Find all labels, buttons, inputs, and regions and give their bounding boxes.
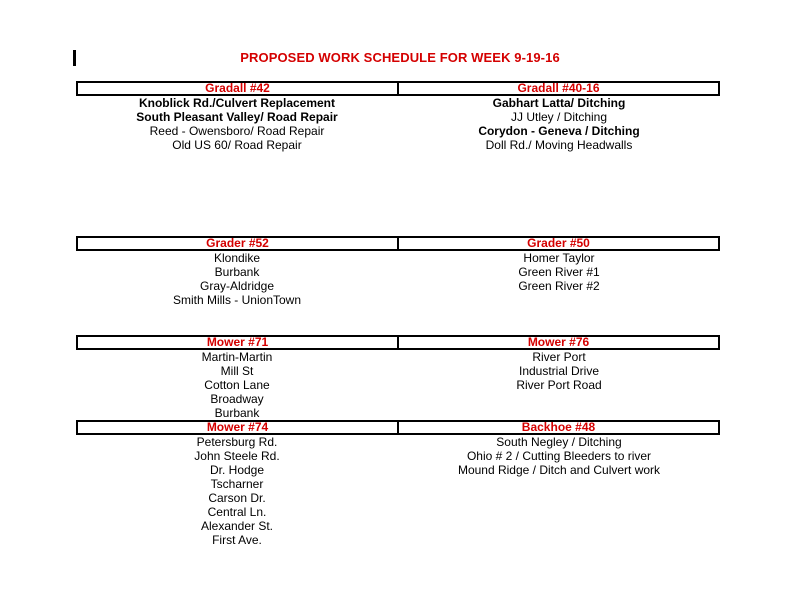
task-item: Green River #1: [518, 265, 600, 279]
task-item: Gray-Aldridge: [199, 279, 275, 293]
equipment-header-left: Mower #74: [76, 420, 399, 435]
schedule-section-2: [76, 236, 720, 307]
task-list-left: [76, 96, 398, 152]
task-item: Gabhart Latta/ Ditching: [492, 96, 626, 110]
task-item: Burbank: [214, 265, 260, 279]
task-item: Martin-Martin: [201, 350, 273, 364]
equipment-header-right: Backhoe #48: [399, 420, 720, 435]
equipment-header-left: Grader #52: [76, 236, 399, 251]
task-item: Central Ln.: [207, 505, 267, 519]
task-list-right: [398, 350, 720, 420]
task-item: JJ Utley / Ditching: [510, 110, 608, 124]
task-list-right: [398, 435, 720, 547]
task-list-right: [398, 96, 720, 152]
task-item: South Negley / Ditching: [496, 435, 622, 449]
equipment-header-left: Mower #71: [76, 335, 399, 350]
task-item: Alexander St.: [200, 519, 274, 533]
schedule-section-3: [76, 335, 720, 420]
task-list-left: [76, 435, 398, 547]
task-item: Doll Rd./ Moving Headwalls: [485, 138, 633, 152]
task-item: Tscharner: [210, 477, 264, 491]
equipment-header-left: Gradall #42: [76, 81, 399, 96]
task-item: Old US 60/ Road Repair: [172, 138, 302, 152]
task-item: John Steele Rd.: [194, 449, 280, 463]
task-item: Ohio # 2 / Cutting Bleeders to river: [466, 449, 652, 463]
schedule-section-1: [76, 81, 720, 152]
task-item: Corydon - Geneva / Ditching: [478, 124, 640, 138]
page-title: PROPOSED WORK SCHEDULE FOR WEEK 9-19-16: [240, 50, 560, 65]
task-item: First Ave.: [212, 533, 262, 547]
task-item: Industrial Drive: [518, 364, 600, 378]
task-item: Reed - Owensboro/ Road Repair: [149, 124, 325, 138]
task-item: Knoblick Rd./Culvert Replacement: [138, 96, 336, 110]
task-item: Cotton Lane: [204, 378, 270, 392]
task-item: Broadway: [210, 392, 264, 406]
equipment-header-right: Grader #50: [399, 236, 720, 251]
task-item: Dr. Hodge: [209, 463, 265, 477]
task-item: Carson Dr.: [208, 491, 266, 505]
task-item: Burbank: [214, 406, 260, 420]
task-list-left: [76, 350, 398, 420]
task-list-left: [76, 251, 398, 307]
task-item: Klondike: [213, 251, 261, 265]
task-item: Green River #2: [518, 279, 600, 293]
equipment-header-right: Mower #76: [399, 335, 720, 350]
equipment-header-right: Gradall #40-16: [399, 81, 720, 96]
task-item: Smith Mills - UnionTown: [172, 293, 302, 307]
task-item: South Pleasant Valley/ Road Repair: [136, 110, 338, 124]
task-item: River Port Road: [516, 378, 602, 392]
schedule-section-4: [76, 420, 720, 547]
task-item: Mound Ridge / Ditch and Culvert work: [457, 463, 661, 477]
task-item: Homer Taylor: [523, 251, 595, 265]
task-item: Mill St: [220, 364, 254, 378]
task-item: Petersburg Rd.: [196, 435, 278, 449]
task-list-right: [398, 251, 720, 307]
task-item: River Port: [532, 350, 586, 364]
